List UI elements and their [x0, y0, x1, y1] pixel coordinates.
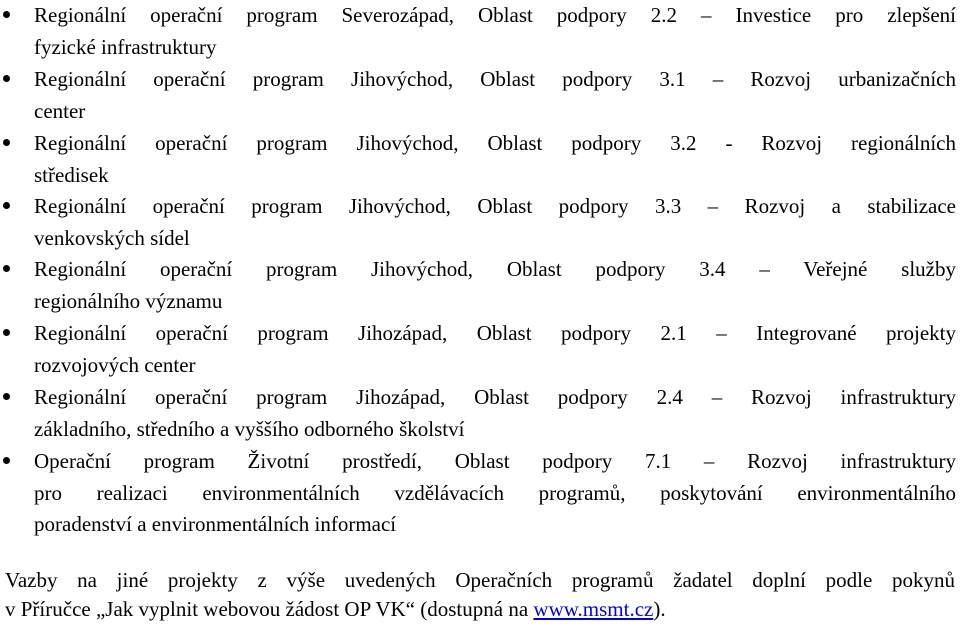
list-item-text — [34, 191, 956, 254]
list-item-line: Regionální operační program Severozápad, Oblast podpory 2.2 – Investice pro zlepšení — [34, 3, 956, 27]
list-item-line: Regionální operační program Jihovýchod, Oblast podpory 3.3 – Rozvoj a stabilizace — [34, 194, 956, 218]
bullet-icon — [3, 265, 10, 272]
bullet-icon — [3, 393, 10, 400]
list-item-line: Regionální operační program Jihovýchod, Oblast podpory 3.1 – Rozvoj urbanizačních — [34, 67, 956, 91]
list-item-text — [34, 446, 956, 541]
list-item-line: základního, středního a vyššího odborného školství — [34, 416, 465, 441]
bullet-icon — [3, 11, 10, 18]
list-item-line: Regionální operační program Jihovýchod, Oblast podpory 3.4 – Veřejné služby — [34, 257, 956, 281]
list-item-line: center — [34, 98, 86, 123]
bullet-icon — [3, 202, 10, 209]
list-item-line: fyzické infrastruktury — [34, 34, 217, 59]
bullet-icon — [3, 457, 10, 464]
list-item-text — [34, 128, 956, 191]
note-text-before-link: v Příručce „Jak vyplnit webovou žádost OP VK“ (dostupná na — [5, 597, 534, 621]
list-item-line: poradenství a environmentálních informací — [34, 512, 397, 536]
list-item-text — [34, 382, 956, 445]
list-item-line: Regionální operační program Jihovýchod, Oblast podpory 3.2 - Rozvoj regionálních — [34, 131, 956, 155]
list-item-line: venkovských sídel — [34, 225, 190, 250]
note-text-after-link: ). — [653, 597, 666, 621]
list-item-line: Regionální operační program Jihozápad, Oblast podpory 2.1 – Integrované projekty — [34, 321, 956, 345]
list-item-line: regionálního významu — [34, 288, 223, 313]
bullet-icon — [3, 75, 10, 82]
bullet-icon — [3, 329, 10, 336]
list-item-line: rozvojových center — [34, 352, 196, 377]
list-item-text — [34, 64, 956, 127]
list-item-text — [34, 0, 956, 63]
note-line: Vazby na jiné projekty z výše uvedených Operačních programů žadatel doplní podle pokynů — [5, 568, 955, 592]
bullet-icon — [3, 139, 10, 146]
msmt-link[interactable]: www.msmt.cz — [533, 597, 654, 621]
list-item-line: Regionální operační program Jihozápad, Oblast podpory 2.4 – Rozvoj infrastruktury — [34, 385, 956, 409]
list-item-line: středisek — [34, 162, 109, 187]
list-item-line: Operační program Životní prostředí, Oblast podpory 7.1 – Rozvoj infrastruktury — [34, 449, 956, 473]
note-paragraph — [5, 566, 955, 624]
list-item-text — [34, 254, 956, 317]
list-item-text — [34, 318, 956, 381]
note-line — [5, 595, 955, 624]
list-item-line: pro realizaci environmentálních vzdělávacích programů, poskytování environmentálního — [34, 480, 956, 505]
